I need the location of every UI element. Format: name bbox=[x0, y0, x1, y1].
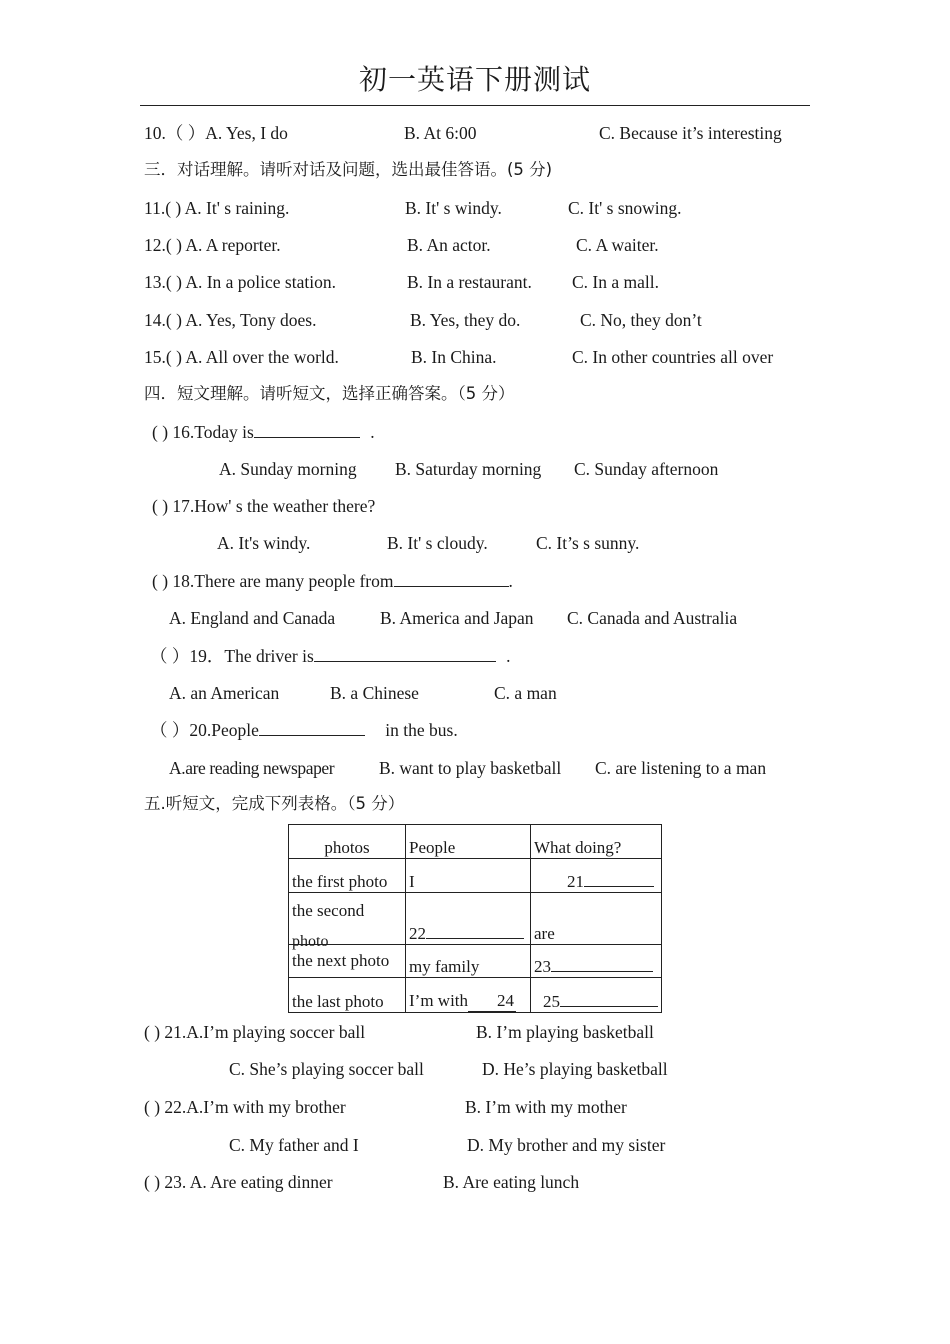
q11-option-c: C. It' s snowing. bbox=[568, 198, 682, 218]
q13-option-b: B. In a restaurant. bbox=[407, 272, 532, 292]
q22-option-c: C. My father and I bbox=[229, 1135, 359, 1155]
table-cell-answer-21[interactable]: 21 bbox=[531, 859, 662, 893]
q23-option-b: B. Are eating lunch bbox=[443, 1172, 580, 1192]
table-row bbox=[289, 978, 662, 1013]
q19-option-a: A. an American bbox=[169, 683, 280, 703]
q16-stem-end: . bbox=[370, 422, 375, 442]
table-cell-doing: are bbox=[531, 893, 662, 945]
table-cell-people: my family bbox=[406, 945, 531, 978]
table-row bbox=[289, 893, 662, 945]
q18-answer-blank[interactable] bbox=[394, 570, 509, 587]
q19-stem-end: . bbox=[506, 646, 511, 666]
table-header-people: People bbox=[406, 825, 531, 859]
section-3-heading: 三．对话理解。请听对话及问题，选出最佳答语。(5 分) bbox=[144, 160, 553, 179]
q20-answer-blank[interactable] bbox=[259, 719, 365, 736]
q17-option-c: C. It’s s sunny. bbox=[536, 533, 640, 553]
table-cell-photo: the first photo bbox=[289, 859, 406, 893]
q18-stem bbox=[152, 570, 513, 592]
q16-option-c: C. Sunday afternoon bbox=[574, 459, 719, 479]
table-cell-photo: the second photo bbox=[289, 893, 406, 945]
q19-stem bbox=[150, 645, 511, 667]
title-divider bbox=[140, 105, 810, 106]
q10-option-a: 10.（ ）A. Yes, I do bbox=[144, 123, 288, 143]
table-header-row bbox=[289, 825, 662, 859]
q22-option-a: ( ) 22.A.I’m with my brother bbox=[144, 1097, 346, 1117]
q18-option-b: B. America and Japan bbox=[380, 608, 534, 628]
q12-option-b: B. An actor. bbox=[407, 235, 491, 255]
section-4-heading: 四．短文理解。请听短文，选择正确答案。（5 分） bbox=[144, 384, 515, 403]
table-header-photos: photos bbox=[289, 825, 406, 859]
q15-option-c: C. In other countries all over bbox=[572, 347, 774, 367]
table-row bbox=[289, 859, 662, 893]
q18-option-c: C. Canada and Australia bbox=[567, 608, 738, 628]
q22-option-b: B. I’m with my mother bbox=[465, 1097, 627, 1117]
page-title: 初一英语下册测试 bbox=[358, 63, 591, 96]
q11-option-b: B. It' s windy. bbox=[405, 198, 502, 218]
q21-option-c: C. She’s playing soccer ball bbox=[229, 1059, 424, 1079]
table-cell-answer-22[interactable]: 22 bbox=[406, 893, 531, 945]
table-cell-answer-23[interactable]: 23 bbox=[531, 945, 662, 978]
q17-stem: ( ) 17.How' s the weather there? bbox=[152, 496, 376, 516]
q20-option-a: A.are reading newspaper bbox=[169, 758, 335, 778]
q20-option-c: C. are listening to a man bbox=[595, 758, 767, 778]
q12-option-c: C. A waiter. bbox=[576, 235, 659, 255]
q16-stem-text: ( ) 16.Today is bbox=[152, 422, 254, 442]
q13-option-a: 13.( ) A. In a police station. bbox=[144, 272, 336, 292]
q21-option-d: D. He’s playing basketball bbox=[482, 1059, 668, 1079]
q12-option-a: 12.( ) A. A reporter. bbox=[144, 235, 281, 255]
q21-option-a: ( ) 21.A.I’m playing soccer ball bbox=[144, 1022, 366, 1042]
table-row bbox=[289, 945, 662, 978]
table-cell-answer-25[interactable]: 25 bbox=[531, 978, 662, 1013]
q20-stem-end: in the bus. bbox=[385, 720, 458, 740]
q14-option-b: B. Yes, they do. bbox=[410, 310, 521, 330]
q16-stem bbox=[152, 421, 375, 443]
table-cell-answer-24[interactable]: I’m with 24 bbox=[406, 978, 531, 1013]
q16-option-a: A. Sunday morning bbox=[219, 459, 357, 479]
photo-table bbox=[288, 824, 662, 1013]
q16-option-b: B. Saturday morning bbox=[395, 459, 542, 479]
q18-stem-text: ( ) 18.There are many people from bbox=[152, 571, 394, 591]
section-5-heading: 五.听短文，完成下列表格。（5 分） bbox=[144, 794, 405, 813]
q11-option-a: 11.( ) A. It' s raining. bbox=[144, 198, 290, 218]
q14-option-c: C. No, they don’t bbox=[580, 310, 702, 330]
q13-option-c: C. In a mall. bbox=[572, 272, 659, 292]
q20-option-b: B. want to play basketball bbox=[379, 758, 562, 778]
q18-option-a: A. England and Canada bbox=[169, 608, 336, 628]
q17-option-b: B. It' s cloudy. bbox=[387, 533, 488, 553]
q10-option-c: C. Because it’s interesting bbox=[599, 123, 782, 143]
q22-option-d: D. My brother and my sister bbox=[467, 1135, 666, 1155]
q23-option-a: ( ) 23. A. Are eating dinner bbox=[144, 1172, 333, 1192]
q15-option-a: 15.( ) A. All over the world. bbox=[144, 347, 339, 367]
q16-answer-blank[interactable] bbox=[254, 421, 360, 438]
q10-option-b: B. At 6:00 bbox=[404, 123, 477, 143]
q19-option-b: B. a Chinese bbox=[330, 683, 419, 703]
q15-option-b: B. In China. bbox=[411, 347, 497, 367]
q19-option-c: C. a man bbox=[494, 683, 557, 703]
q20-stem-text: （ ）20.People bbox=[150, 720, 259, 740]
table-header-what-doing: What doing? bbox=[531, 825, 662, 859]
q18-stem-end: . bbox=[508, 571, 513, 591]
table-cell-people: I bbox=[406, 859, 531, 893]
q14-option-a: 14.( ) A. Yes, Tony does. bbox=[144, 310, 317, 330]
table-cell-photo: the last photo bbox=[289, 978, 406, 1013]
q20-stem bbox=[150, 719, 458, 741]
q19-stem-text: （ ）19．The driver is bbox=[150, 646, 314, 666]
table-cell-photo: the next photo bbox=[289, 945, 406, 978]
q19-answer-blank[interactable] bbox=[314, 645, 496, 662]
q21-option-b: B. I’m playing basketball bbox=[476, 1022, 654, 1042]
q17-option-a: A. It's windy. bbox=[217, 533, 311, 553]
